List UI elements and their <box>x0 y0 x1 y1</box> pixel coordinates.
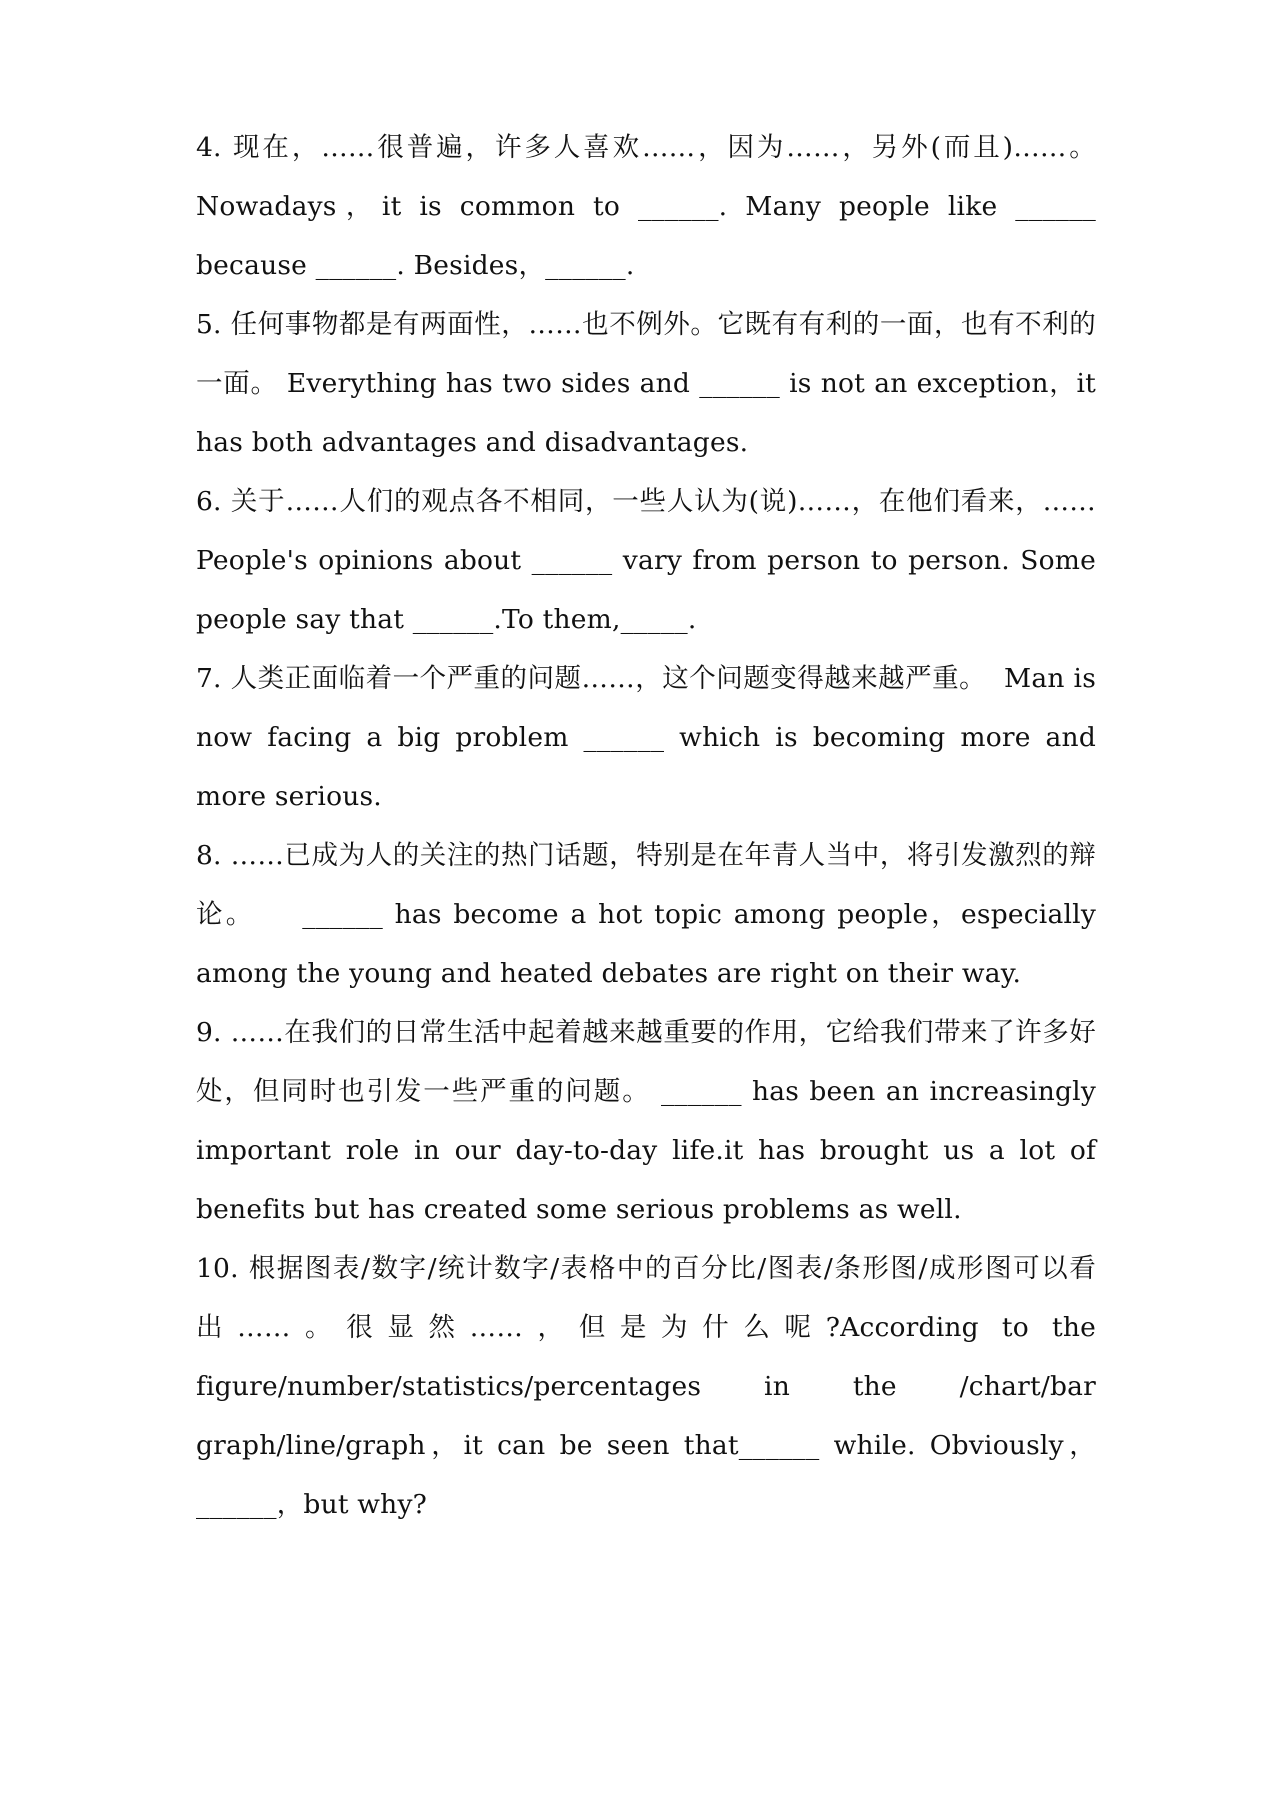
sentence-template-4 <box>196 118 1105 295</box>
sentence-template-5 <box>196 295 1105 472</box>
document-page <box>196 118 1131 1534</box>
sentence-template-5-text: 5. 任何事物都是有两面性，……也不例外。它既有有利的一面，也有不利的一面。 Everything has two sides and ______ is not an exception，it has both advantages and disadvantages. <box>196 309 1105 458</box>
sentence-template-8-text: 8. ……已成为人的关注的热门话题，特别是在年青人当中，将引发激烈的辩论。 ______ has become a hot topic among people，especially among the young and heated debates are right on their way. <box>196 840 1105 989</box>
sentence-template-7-text: 7. 人类正面临着一个严重的问题……，这个问题变得越来越严重。 Man is now facing a big problem ______ which is becoming more and more serious. <box>196 663 1105 812</box>
sentence-template-8 <box>196 826 1105 1003</box>
sentence-template-10 <box>196 1239 1105 1534</box>
sentence-template-6 <box>196 472 1131 649</box>
sentence-template-7 <box>196 649 1105 826</box>
sentence-template-9 <box>196 1003 1105 1239</box>
sentence-template-9-text: 9. ……在我们的日常生活中起着越来越重要的作用，它给我们带来了许多好处，但同时也引发一些严重的问题。 ______ has been an increasingly important role in our day-to-day life.it has brought us a lot of benefits but has created some serious problems as well. <box>196 1017 1105 1225</box>
sentence-template-4-text: 4. 现在，……很普遍，许多人喜欢……，因为……，另外(而且)……。 Nowadays，it is common to ______. Many people like ______ because ______. Besides，______. <box>196 132 1105 281</box>
sentence-template-10-text: 10. 根据图表/数字/统计数字/表格中的百分比/图表/条形图/成形图可以看出……。很显然……，但是为什么呢?According to the figure/number/statistics/percentages in the /chart/bar graph/line/graph，it can be seen that______ while. Obviously，______，but why? <box>196 1253 1105 1520</box>
sentence-template-6-text: 6. 关于……人们的观点各不相同，一些人认为(说)……，在他们看来，…… People's opinions about ______ vary from person to person. Some people say that ______.To them,_____. <box>196 486 1131 635</box>
